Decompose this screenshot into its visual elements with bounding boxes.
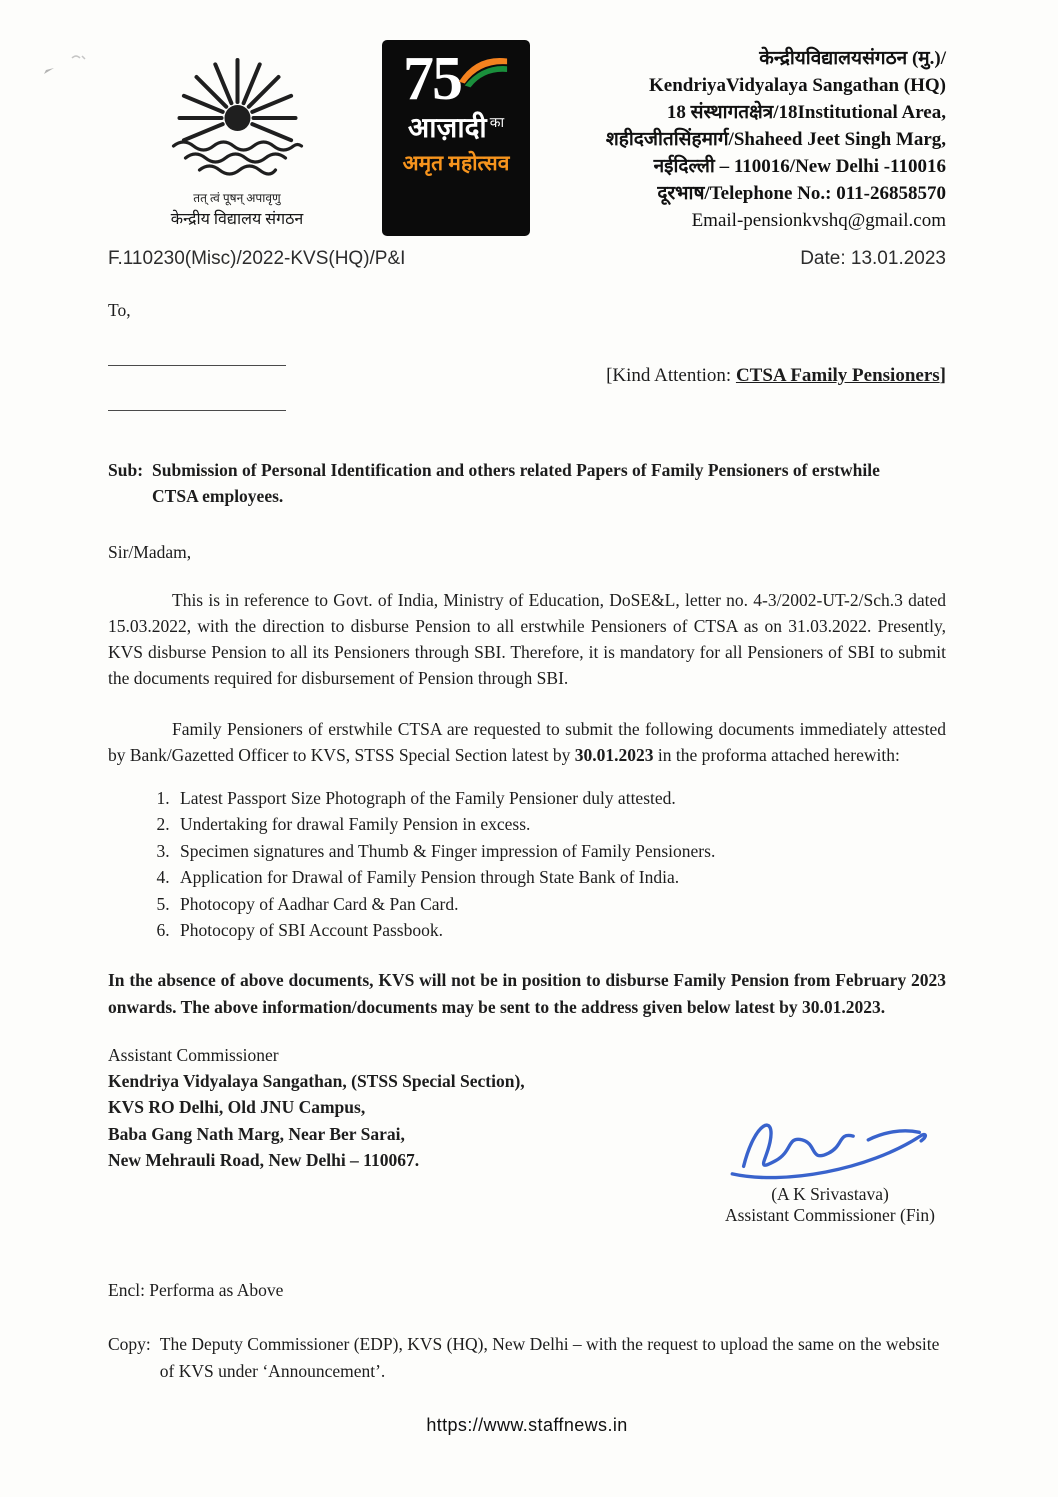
- list-item: 2. Undertaking for drawal Family Pension in excess.: [174, 812, 946, 837]
- file-number: F.110230(Misc)/2022-KVS(HQ)/P&I: [108, 248, 406, 269]
- org-phone: दूरभाष/Telephone No.: 011-26858570: [657, 182, 946, 204]
- org-email: Email-pensionkvshq@gmail.com: [691, 209, 946, 231]
- sender-org: Kendriya Vidyalaya Sangathan, (STSS Special Section),: [108, 1071, 525, 1091]
- tricolor-flag-icon: [457, 52, 509, 92]
- azadi-word-amrit-mahotsav: अमृत महोत्सव: [402, 150, 510, 175]
- list-item: 3. Specimen signatures and Thumb & Finger impression of Family Pensioners.: [174, 839, 946, 864]
- subject-label: Sub:: [108, 460, 144, 480]
- kind-attention: [606, 365, 946, 411]
- signatory-designation: Assistant Commissioner (Fin): [724, 1204, 935, 1225]
- azadi-word-ka: का: [489, 115, 505, 131]
- list-item: 4. Application for Drawal of Family Pension through State Bank of India.: [174, 865, 946, 890]
- azadi-word-azadi: आज़ादी $^{का}$: [407, 113, 505, 144]
- sender-office: KVS RO Delhi, Old JNU Campus,: [108, 1097, 366, 1118]
- org-name-english: KendriyaVidyalaya Sangathan (HQ): [648, 74, 946, 96]
- scan-pen-mark-icon: [38, 52, 98, 82]
- deadline-date: 30.01.2023: [574, 744, 654, 765]
- required-documents-list: [108, 786, 946, 943]
- kvs-motto: तत् त्वं पूषन् अपावृणु: [193, 191, 281, 205]
- recipient-blank-line-1: [108, 365, 286, 366]
- signatory-name: (A K Srivastava): [771, 1183, 889, 1204]
- handwritten-signature-icon: [723, 1104, 938, 1189]
- list-item: 6. Photocopy of SBI Account Passbook.: [174, 918, 946, 943]
- list-item: 1. Latest Passport Size Photograph of the Family Pensioner duly attested.: [174, 786, 946, 811]
- salutation: Sir/Madam,: [108, 541, 192, 562]
- kvs-sun-emblem-icon: [125, 40, 350, 190]
- letterhead: [108, 40, 946, 236]
- org-address-line3: नईदिल्ली – 110016/New Delhi -110016: [653, 155, 946, 177]
- recipient-block: [108, 365, 946, 411]
- sender-title: Assistant Commissioner: [108, 1044, 279, 1065]
- azadi-ka-amrit-mahotsav-logo: [382, 40, 530, 236]
- closing-section: [108, 1042, 946, 1254]
- kind-attention-prefix: [Kind Attention:: [606, 365, 736, 386]
- signature-block: [700, 1104, 960, 1226]
- list-item: 5. Photocopy of Aadhar Card & Pan Card.: [174, 892, 946, 917]
- sender-street: Baba Gang Nath Marg, Near Ber Sarai,: [108, 1123, 405, 1144]
- enclosure-line: Encl: Performa as Above: [108, 1279, 284, 1300]
- subject-text: Submission of Personal Identification and others related Papers of Family Pensioners of erstwhile CTSA employees.: [152, 460, 880, 507]
- letter-date: Date: 13.01.2023: [800, 248, 946, 269]
- kind-attention-name: CTSA Family Pensioners: [735, 365, 940, 386]
- kvs-emblem-logo: [108, 40, 366, 229]
- azadi-75-text: 75: [403, 45, 461, 113]
- reference-row: [108, 248, 946, 270]
- warning-paragraph: In the absence of above documents, KVS will not be in position to disburse Family Pension from February 2023 onwards. The above information/documents may be sent to the address given below latest by 30.01.2023.: [108, 970, 946, 1017]
- recipient-blank-line-2: [108, 410, 286, 411]
- source-url: https://www.staffnews.in: [426, 1415, 628, 1435]
- kind-attention-suffix: ]: [939, 365, 946, 386]
- to-label: To,: [108, 300, 131, 320]
- paragraph-1: This is in reference to Govt. of India, Ministry of Education, DoSE&L, letter no. 4-3/2002-UT-2/Sch.3 dated 15.03.2022, with the direction to disburse Pension to all erstwhile Pensioners of CTSA as on 31.03.2022. Presently, KVS disburse Pension to all its Pensioners through SBI. Therefore, it is mandatory for all Pensioners of SBI to submit the documents required for disbursement of Pension through SBI.: [108, 589, 946, 689]
- org-address-line1: 18 संस्थागतक्षेत्र/18Institutional Area,: [666, 101, 946, 123]
- paragraph-2: [108, 716, 946, 769]
- copy-label: Copy:: [108, 1333, 151, 1354]
- kvs-name-hindi: केन्द्रीय विद्यालय संगठन: [170, 211, 304, 228]
- recipient-blanks: [108, 365, 286, 411]
- subject-line: [108, 457, 913, 510]
- sender-city: New Mehrauli Road, New Delhi – 110067.: [108, 1149, 420, 1170]
- copy-text: The Deputy Commissioner (EDP), KVS (HQ), New Delhi – with the request to upload the same on the website of KVS under ‘Announcement’.: [159, 1333, 940, 1381]
- azadi-75-mark: [403, 45, 509, 113]
- org-name-hindi: केन्द्रीयविद्यालयसंगठन (मु.)/: [759, 48, 946, 69]
- copy-line: [108, 1331, 946, 1385]
- paragraph-2-tail: in the proforma attached herewith:: [653, 744, 900, 765]
- org-address-block: [606, 40, 946, 235]
- paragraph-2-text: Family Pensioners of erstwhile CTSA are requested to submit the following documents immediately attested by Bank/Gazetted Officer to KVS, STSS Special Section latest by: [108, 718, 946, 765]
- org-address-line2: शहीदजीतसिंहमार्ग/Shaheed Jeet Singh Marg,: [605, 128, 946, 150]
